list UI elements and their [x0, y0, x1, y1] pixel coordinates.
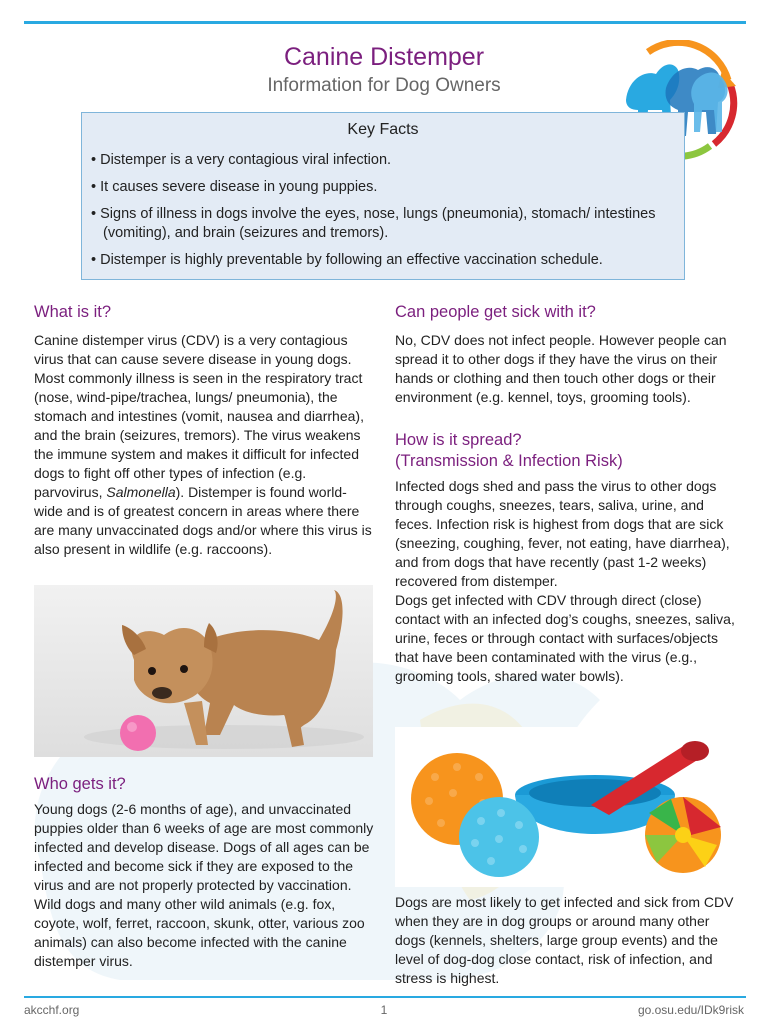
- key-facts-box: [81, 112, 685, 280]
- who-gets-it-body: Young dogs (2-6 months of age), and unvaccinated puppies older than 6 weeks of age are most commonly infected and develop disease. Dogs of all ages can be infected and become sick if they are exposed to the virus and are not properly protected by vaccination. Wild dogs and many other wild animals (e.g. fox, coyote, wolf, ferret, raccoon, skunk, otter, various zoo animals) can also become infected with the canine distemper virus.: [34, 801, 374, 969]
- how-spread-body-2: Dogs get infected with CDV through direct (close) contact with an infected dog’s coughs, sneezes, saliva, urine, feces or through contact with surfaces/objects that have been contaminated with the virus (e.g., grooming tools, shared water bowls).: [395, 592, 735, 684]
- puppy-with-ball-photo: [34, 585, 373, 757]
- what-is-it-body: [34, 331, 374, 559]
- dog-toys-and-bowl-photo: [395, 727, 735, 887]
- key-fact-item: • Distemper is a very contagious viral infection.: [91, 151, 673, 170]
- page-subtitle: Information for Dog Owners: [267, 75, 501, 96]
- what-is-it-text-italic: Salmonella: [106, 484, 176, 500]
- what-is-it-text-part: ). Distemper is found world-wide and is of greatest concern in areas where there are many unvaccinated dogs and/or where this virus is also present in wildlife (e.g. raccoons).: [34, 484, 372, 557]
- what-is-it-heading: What is it?: [34, 303, 112, 321]
- key-fact-item: • It causes severe disease in young puppies.: [91, 178, 673, 197]
- how-spread-heading-line2: (Transmission & Infection Risk): [395, 452, 623, 470]
- people-sick-section: [395, 302, 740, 407]
- footer-url-link[interactable]: go.osu.edu/IDk9risk: [637, 1003, 744, 1017]
- who-gets-it-heading: Who gets it?: [34, 775, 126, 793]
- key-facts-heading: Key Facts: [347, 121, 419, 138]
- key-fact-item: • Signs of illness in dogs involve the eyes, nose, lungs (pneumonia), stomach/ intestines (vomiting), and brain (seizures and tremors).: [91, 205, 673, 243]
- groups-body: Dogs are most likely to get infected and sick from CDV when they are in dog groups or around many other dogs (kennels, shelters, large group events) and the level of dog-dog close contact, risk of infection, and stress is highest.: [395, 894, 734, 986]
- key-facts-list: [91, 151, 673, 278]
- people-sick-heading: Can people get sick with it?: [395, 303, 596, 321]
- people-sick-body: No, CDV does not infect people. However people can spread it to other dogs if they have the virus on their hands or clothing and then touch other dogs or their environment (e.g. kennel, toys, grooming tools).: [395, 332, 727, 405]
- what-is-it-text-part: Canine distemper virus (CDV) is a very contagious virus that can cause severe disease in young dogs. Most commonly illness is seen in the respiratory tract (nose, wind-pipe/trachea, lungs/ pneumonia), the stomach and intestines (vomit, nausea and diarrhea), and the brain (seizures, tremors). The virus weakens the immune system and makes it difficult for infected dogs to fight off other types of infection (e.g. parvovirus,: [34, 332, 364, 500]
- footer-website-link[interactable]: akcchf.org: [24, 1003, 80, 1017]
- how-spread-section: [395, 430, 740, 686]
- how-spread-heading-line1: How is it spread?: [395, 431, 522, 449]
- top-rule: [24, 21, 746, 24]
- how-spread-body-1: Infected dogs shed and pass the virus to other dogs through coughs, sneezes, tears, saliva, urine, and feces. Infection risk is highest from dogs that are sick (sneezing, coughing, fever, not eating, have diarrhea), and from dogs that have recently (past 1-2 weeks) recovered from distemper.: [395, 478, 730, 589]
- groups-section: [395, 893, 740, 988]
- page-title: Canine Distemper: [283, 43, 485, 71]
- who-gets-it-section: [34, 774, 379, 971]
- bottom-rule: [24, 996, 746, 998]
- what-is-it-section: [34, 302, 374, 559]
- page-number: 1: [380, 1003, 388, 1017]
- key-fact-item: • Distemper is highly preventable by following an effective vaccination schedule.: [91, 251, 673, 270]
